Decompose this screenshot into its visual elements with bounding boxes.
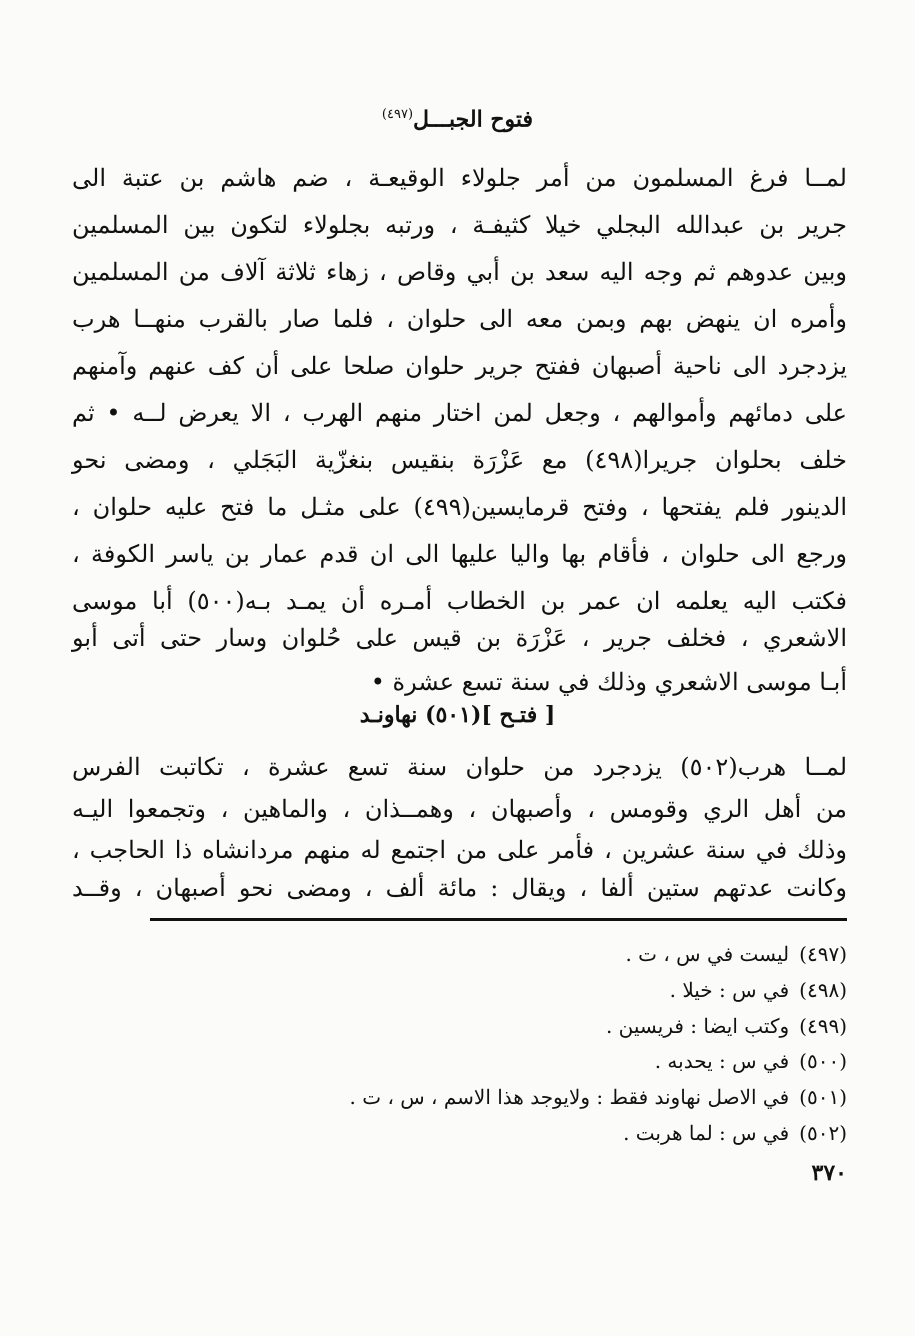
page-number: ٣٧٠ — [811, 1160, 847, 1186]
footnote-text: في س : يحدبه . — [654, 1049, 790, 1073]
footnote-item — [72, 972, 847, 1008]
footnote-number: (٤٩٧) — [799, 942, 847, 966]
body-line: على دمائهم وأموالهم ، وجعل لمن اختار منهم الهرب ، الا يعرض لــه • ثم — [72, 399, 847, 427]
body-line: فكتب اليه يعلمه ان عمر بن الخطاب أمـره أن يمـد بـه(٥٠٠) أبا موسى — [72, 587, 847, 615]
heading-text: [ فتـح ](٥٠١) نهاونـد — [359, 702, 556, 728]
body-line: من أهل الري وقومس ، وأصبهان ، وهمــذان ، والماهين ، وتجمعوا اليـه — [72, 795, 847, 823]
footnote-item — [72, 1079, 847, 1115]
body-line: وكانت عدتهم ستين ألفا ، ويقال : مائة ألف ، ومضى نحو أصبهان ، وقــد — [72, 874, 847, 902]
section-heading-fath-al-jabal — [0, 100, 915, 134]
body-line: ورجع الى حلوان ، فأقام بها واليا عليها الى ان قدم عمار بن ياسر الكوفة ، — [72, 540, 847, 568]
footnote-item — [72, 936, 847, 972]
footnote-text: في الاصل نهاوند فقط : ولايوجد هذا الاسم ، س ، ت . — [349, 1085, 790, 1109]
footnote-text: في س : خيلا . — [669, 978, 790, 1002]
footnote-number: (٥٠٠) — [799, 1049, 847, 1073]
body-line: الاشعري ، فخلف جرير ، عَزْرَة بن قيس على حُلوان وسار حتى أتى أبو — [72, 624, 847, 652]
footnote-text: في س : لما هربت . — [623, 1121, 790, 1145]
footnote-text: ليست في س ، ت . — [625, 942, 790, 966]
body-line: جرير بن عبدالله البجلي خيلا كثيفـة ، ورتبه بجلولاء لتكون بين المسلمين — [72, 211, 847, 239]
footnote-number: (٥٠١) — [799, 1085, 847, 1109]
body-line: وأمره ان ينهض بهم وبمن معه الى حلوان ، فلما صار بالقرب منهــا هرب — [72, 305, 847, 333]
section-heading-fath-nahawand — [0, 700, 915, 730]
heading-text: فتوح الجبـــل — [413, 106, 534, 133]
footnote-item — [72, 1043, 847, 1079]
body-line: يزدجرد الى ناحية أصبهان ففتح جرير حلوان صلحا على أن كف عنهم وآمنهم — [72, 352, 847, 380]
footnote-number: (٤٩٨) — [799, 978, 847, 1002]
body-line: خلف بحلوان جريرا(٤٩٨) مع عَزْرَة بنقيس بنغزّية البَجَلي ، ومضى نحو — [72, 446, 847, 474]
footnote-item — [72, 1115, 847, 1151]
footnote-text: وكتب ايضا : فريسين . — [605, 1014, 790, 1038]
body-line: لمــا فرغ المسلمون من أمر جلولاء الوقيعـة ، ضم هاشم بن عتبة الى — [72, 164, 847, 192]
footnote-divider — [150, 918, 847, 921]
footnote-ref: (٤٩٧) — [381, 107, 414, 122]
body-line: الدينور فلم يفتحها ، وفتح قرمايسين(٤٩٩) على مثـل ما فتح عليه حلوان ، — [72, 493, 848, 521]
body-line: وذلك في سنة عشرين ، فأمر على من اجتمع له منهم مردانشاه ذا الحاجب ، — [72, 836, 848, 864]
body-line: أبـا موسى الاشعري وذلك في سنة تسع عشرة • — [370, 668, 847, 696]
body-line: لمــا هرب(٥٠٢) يزدجرد من حلوان سنة تسع عشرة ، تكاتبت الفرس — [72, 753, 848, 781]
footnote-item — [72, 1008, 847, 1044]
body-line: وبين عدوهم ثم وجه اليه سعد بن أبي وقاص ، زهاء ثلاثة آلاف من المسلمين — [72, 258, 847, 286]
footnote-number: (٤٩٩) — [799, 1014, 847, 1038]
footnote-number: (٥٠٢) — [799, 1121, 847, 1145]
